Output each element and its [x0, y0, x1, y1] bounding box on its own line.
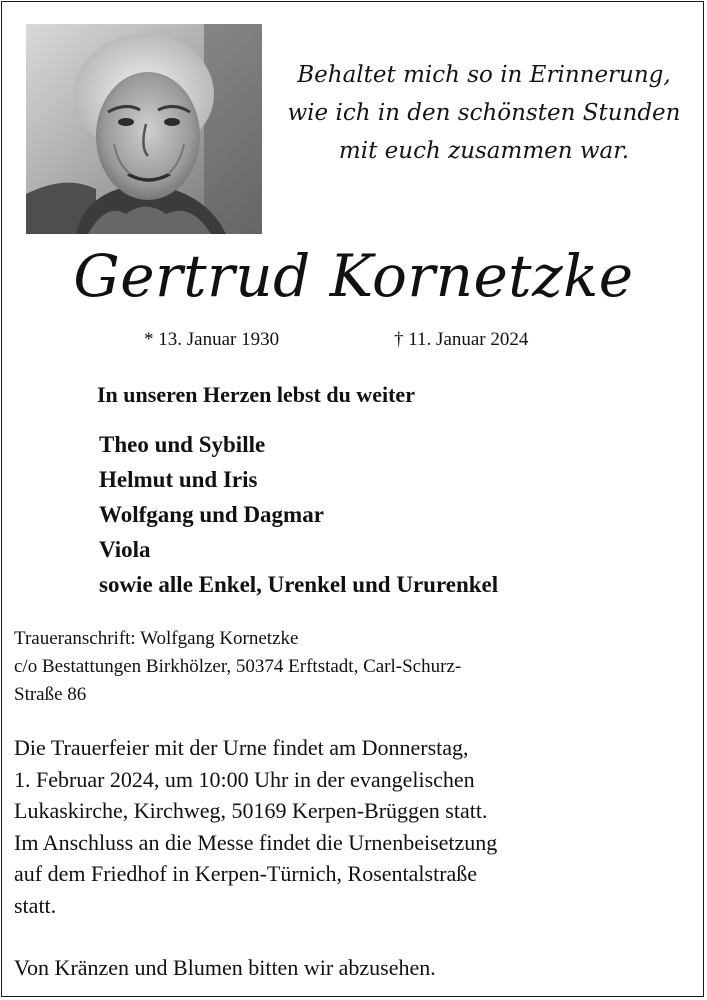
mourner-entry: Wolfgang und Dagmar	[99, 502, 324, 527]
ceremony-line: auf dem Friedhof in Kerpen-Türnich, Rosentalstraße	[14, 861, 478, 886]
memorial-quote	[268, 56, 700, 170]
mourning-address	[14, 625, 694, 709]
death-date: † 11. Januar 2024	[394, 329, 529, 350]
closing-note: Von Kränzen und Blumen bitten wir abzusehen.	[14, 955, 436, 980]
ceremony-line: 1. Februar 2024, um 10:00 Uhr in der evangelischen	[14, 766, 475, 792]
ceremony-line: Lukaskirche, Kirchweg, 50169 Kerpen-Brüggen statt.	[14, 798, 488, 823]
mourner-entry: Theo und Sybille	[99, 432, 266, 457]
portrait-photo	[26, 24, 262, 234]
quote-line-2: wie ich in den schönsten Stunden	[287, 100, 681, 126]
ceremony-line: statt.	[14, 892, 57, 918]
mourner-entry: Viola	[99, 537, 151, 562]
mourner-entry: Helmut und Iris	[99, 467, 258, 492]
quote-line-1: Behaltet mich so in Erinnerung,	[297, 62, 671, 88]
birth-date: * 13. Januar 1930	[144, 329, 280, 350]
address-line-2: c/o Bestattungen Birkhölzer, 50374 Erftstadt, Carl-Schurz-	[14, 656, 462, 677]
address-line-1: Traueranschrift: Wolfgang Kornetzke	[14, 628, 299, 649]
quote-line-3: mit euch zusammen war.	[338, 138, 630, 164]
mourners-list	[99, 427, 498, 602]
tribute-line: In unseren Herzen lebst du weiter	[97, 382, 415, 407]
deceased-name: Gertrud Kornetzke	[73, 242, 634, 310]
address-line-3: Straße 86	[14, 684, 87, 705]
mourner-entry: sowie alle Enkel, Urenkel und Ururenkel	[99, 572, 499, 597]
ceremony-details	[14, 732, 700, 921]
ceremony-line: Die Trauerfeier mit der Urne findet am Donnerstag,	[14, 735, 469, 760]
ceremony-line: Im Anschluss an die Messe findet die Urnenbeisetzung	[14, 829, 498, 855]
